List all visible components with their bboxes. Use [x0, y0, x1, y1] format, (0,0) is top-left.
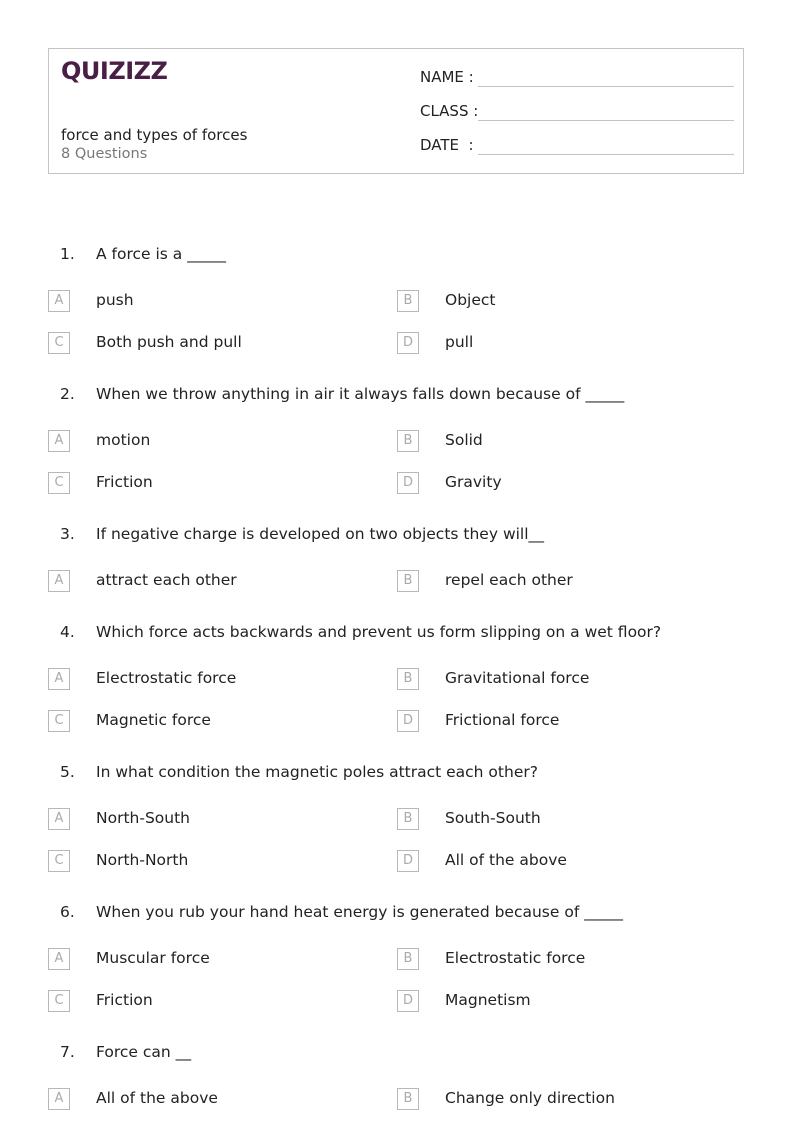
- option-text: Frictional force: [445, 711, 560, 729]
- date-line[interactable]: [478, 154, 734, 155]
- question-number: 3.: [60, 525, 75, 543]
- question-text: A force is a _____: [96, 245, 226, 263]
- question-text: In what condition the magnetic poles attract each other?: [96, 763, 538, 781]
- answer-option[interactable]: [397, 948, 697, 972]
- name-label: NAME :: [420, 68, 474, 86]
- question-number: 7.: [60, 1043, 75, 1061]
- answer-option[interactable]: [48, 948, 348, 972]
- option-letter-box[interactable]: C: [48, 472, 70, 494]
- option-text: Magnetic force: [96, 711, 211, 729]
- question-number: 1.: [60, 245, 75, 263]
- answer-option[interactable]: [397, 990, 697, 1014]
- answer-option[interactable]: [397, 668, 697, 692]
- question-5: [48, 759, 748, 787]
- option-letter-box[interactable]: D: [397, 850, 419, 872]
- option-text: Electrostatic force: [96, 669, 237, 687]
- name-line[interactable]: [478, 86, 734, 87]
- answer-option[interactable]: [397, 472, 697, 496]
- option-letter-box[interactable]: D: [397, 990, 419, 1012]
- option-letter-box[interactable]: A: [48, 570, 70, 592]
- option-text: Friction: [96, 473, 153, 491]
- answer-option[interactable]: [48, 808, 348, 832]
- answer-option[interactable]: [397, 850, 697, 874]
- option-text: Gravity: [445, 473, 502, 491]
- option-text: Magnetism: [445, 991, 531, 1009]
- answer-option[interactable]: [397, 430, 697, 454]
- question-6: [48, 899, 748, 927]
- question-number: 4.: [60, 623, 75, 641]
- question-7: [48, 1039, 748, 1067]
- question-number: 2.: [60, 385, 75, 403]
- option-text: motion: [96, 431, 151, 449]
- answer-option[interactable]: [397, 332, 697, 356]
- question-1: [48, 241, 748, 269]
- option-text: North-South: [96, 809, 190, 827]
- answer-option[interactable]: [48, 472, 348, 496]
- option-letter-box[interactable]: C: [48, 332, 70, 354]
- answer-option[interactable]: [48, 668, 348, 692]
- option-letter-box[interactable]: A: [48, 1088, 70, 1110]
- answer-option[interactable]: [397, 808, 697, 832]
- question-text: Which force acts backwards and prevent us form slipping on a wet floor?: [96, 623, 662, 641]
- option-text: Solid: [445, 431, 483, 449]
- question-text: When you rub your hand heat energy is generated because of _____: [96, 903, 623, 921]
- option-letter-box[interactable]: B: [397, 430, 419, 452]
- option-letter-box[interactable]: C: [48, 990, 70, 1012]
- option-letter-box[interactable]: B: [397, 948, 419, 970]
- option-letter-box[interactable]: B: [397, 808, 419, 830]
- option-letter-box[interactable]: A: [48, 430, 70, 452]
- option-text: North-North: [96, 851, 189, 869]
- option-letter-box[interactable]: B: [397, 290, 419, 312]
- answer-option[interactable]: [48, 570, 348, 594]
- date-label: DATE :: [420, 136, 474, 154]
- option-text: Friction: [96, 991, 153, 1009]
- answer-option[interactable]: [397, 290, 697, 314]
- question-number: 6.: [60, 903, 75, 921]
- option-text: Muscular force: [96, 949, 210, 967]
- question-text: When we throw anything in air it always falls down because of _____: [96, 385, 625, 403]
- option-text: attract each other: [96, 571, 237, 589]
- question-count: 8 Questions: [61, 146, 148, 162]
- name-field[interactable]: [420, 64, 734, 92]
- answer-option[interactable]: [397, 570, 697, 594]
- option-letter-box[interactable]: A: [48, 290, 70, 312]
- option-text: Change only direction: [445, 1089, 615, 1107]
- option-text: repel each other: [445, 571, 573, 589]
- option-text: pull: [445, 333, 474, 351]
- question-3: [48, 521, 748, 549]
- question-number: 5.: [60, 763, 75, 781]
- option-text: All of the above: [445, 851, 567, 869]
- option-letter-box[interactable]: B: [397, 668, 419, 690]
- option-letter-box[interactable]: A: [48, 668, 70, 690]
- option-letter-box[interactable]: B: [397, 570, 419, 592]
- answer-option[interactable]: [48, 1088, 348, 1112]
- answer-option[interactable]: [397, 710, 697, 734]
- option-letter-box[interactable]: C: [48, 710, 70, 732]
- answer-option[interactable]: [48, 332, 348, 356]
- question-text: Force can __: [96, 1043, 192, 1061]
- option-letter-box[interactable]: D: [397, 332, 419, 354]
- option-text: Electrostatic force: [445, 949, 586, 967]
- answer-option[interactable]: [48, 850, 348, 874]
- option-letter-box[interactable]: A: [48, 808, 70, 830]
- option-text: Gravitational force: [445, 669, 590, 687]
- question-4: [48, 619, 748, 647]
- answer-option[interactable]: [48, 290, 348, 314]
- option-letter-box[interactable]: D: [397, 710, 419, 732]
- option-letter-box[interactable]: A: [48, 948, 70, 970]
- worksheet-header: [48, 48, 744, 174]
- class-line[interactable]: [478, 120, 734, 121]
- class-label: CLASS :: [420, 102, 479, 120]
- option-text: Object: [445, 291, 496, 309]
- option-letter-box[interactable]: D: [397, 472, 419, 494]
- option-letter-box[interactable]: B: [397, 1088, 419, 1110]
- worksheet-title: force and types of forces: [61, 126, 248, 144]
- answer-option[interactable]: [48, 710, 348, 734]
- question-text: If negative charge is developed on two objects they will__: [96, 525, 545, 543]
- option-letter-box[interactable]: C: [48, 850, 70, 872]
- question-2: [48, 381, 748, 409]
- option-text: Both push and pull: [96, 333, 242, 351]
- option-text: push: [96, 291, 134, 309]
- answer-option[interactable]: [397, 1088, 697, 1112]
- option-text: South-South: [445, 809, 541, 827]
- date-field[interactable]: [420, 132, 734, 160]
- option-text: All of the above: [96, 1089, 218, 1107]
- answer-option[interactable]: [48, 430, 348, 454]
- class-field[interactable]: [420, 98, 734, 126]
- quizizz-logo: QUIZIZZ: [61, 57, 168, 85]
- answer-option[interactable]: [48, 990, 348, 1014]
